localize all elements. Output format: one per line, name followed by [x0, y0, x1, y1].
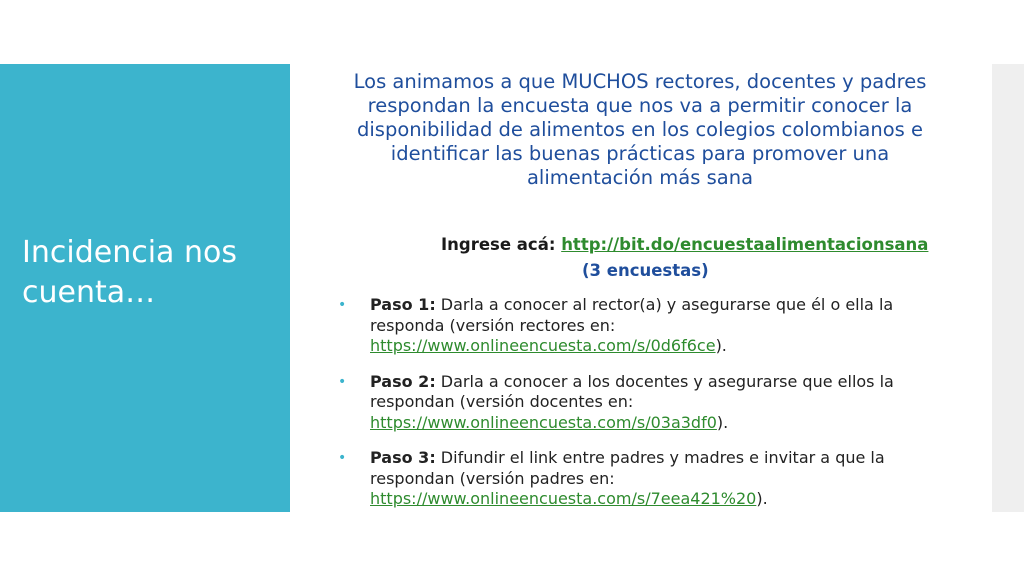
step-item-2 [336, 372, 936, 434]
survey-count-note: (3 encuestas) [582, 261, 709, 280]
step-end: ). [715, 336, 727, 355]
slide-title: Incidencia nos cuenta… [22, 235, 237, 310]
survey-link-line [441, 234, 928, 256]
step-end: ). [756, 489, 768, 508]
survey-main-link[interactable]: http://bit.do/encuestaalimentacionsana [561, 235, 929, 254]
step-text: Difundir el link entre padres y madres e invitar a que la respondan (versión padres en: [370, 448, 885, 488]
step-link-rectores[interactable]: https://www.onlineencuesta.com/s/0d6f6ce [370, 336, 716, 355]
step-label: Paso 3: [370, 448, 436, 467]
step-end: ). [716, 412, 729, 432]
step-text: Darla a conocer al rector(a) y asegurarse que él o ella la responda (versión rectores en: [370, 295, 894, 335]
survey-link-label: Ingrese acá: [441, 235, 562, 254]
bullet-icon: • [338, 450, 347, 466]
step-label: Paso 2: [370, 371, 436, 391]
bullet-icon: • [338, 297, 347, 313]
step-link-docentes[interactable]: https://www.onlineencuesta.com/s/03a3df0 [370, 412, 717, 432]
step-item-3 [336, 448, 936, 510]
step-text: Darla a conocer a los docentes y asegurarse que ellos la respondan (versión docentes en: [370, 371, 894, 411]
bullet-icon: • [338, 373, 347, 390]
right-side-bar [992, 64, 1024, 512]
intro-paragraph: Los animamos a que MUCHOS rectores, docentes y padres respondan la encuesta que nos va a permitir conocer la disponibilidad de alimentos en los colegios colombianos e identificar las buenas prácticas para promover una alimentación más sana [353, 70, 927, 189]
steps-list [336, 295, 936, 510]
step-label: Paso 1: [370, 295, 436, 314]
step-item-1 [336, 295, 936, 357]
step-link-padres[interactable]: https://www.onlineencuesta.com/s/7eea421%20 [370, 489, 757, 508]
